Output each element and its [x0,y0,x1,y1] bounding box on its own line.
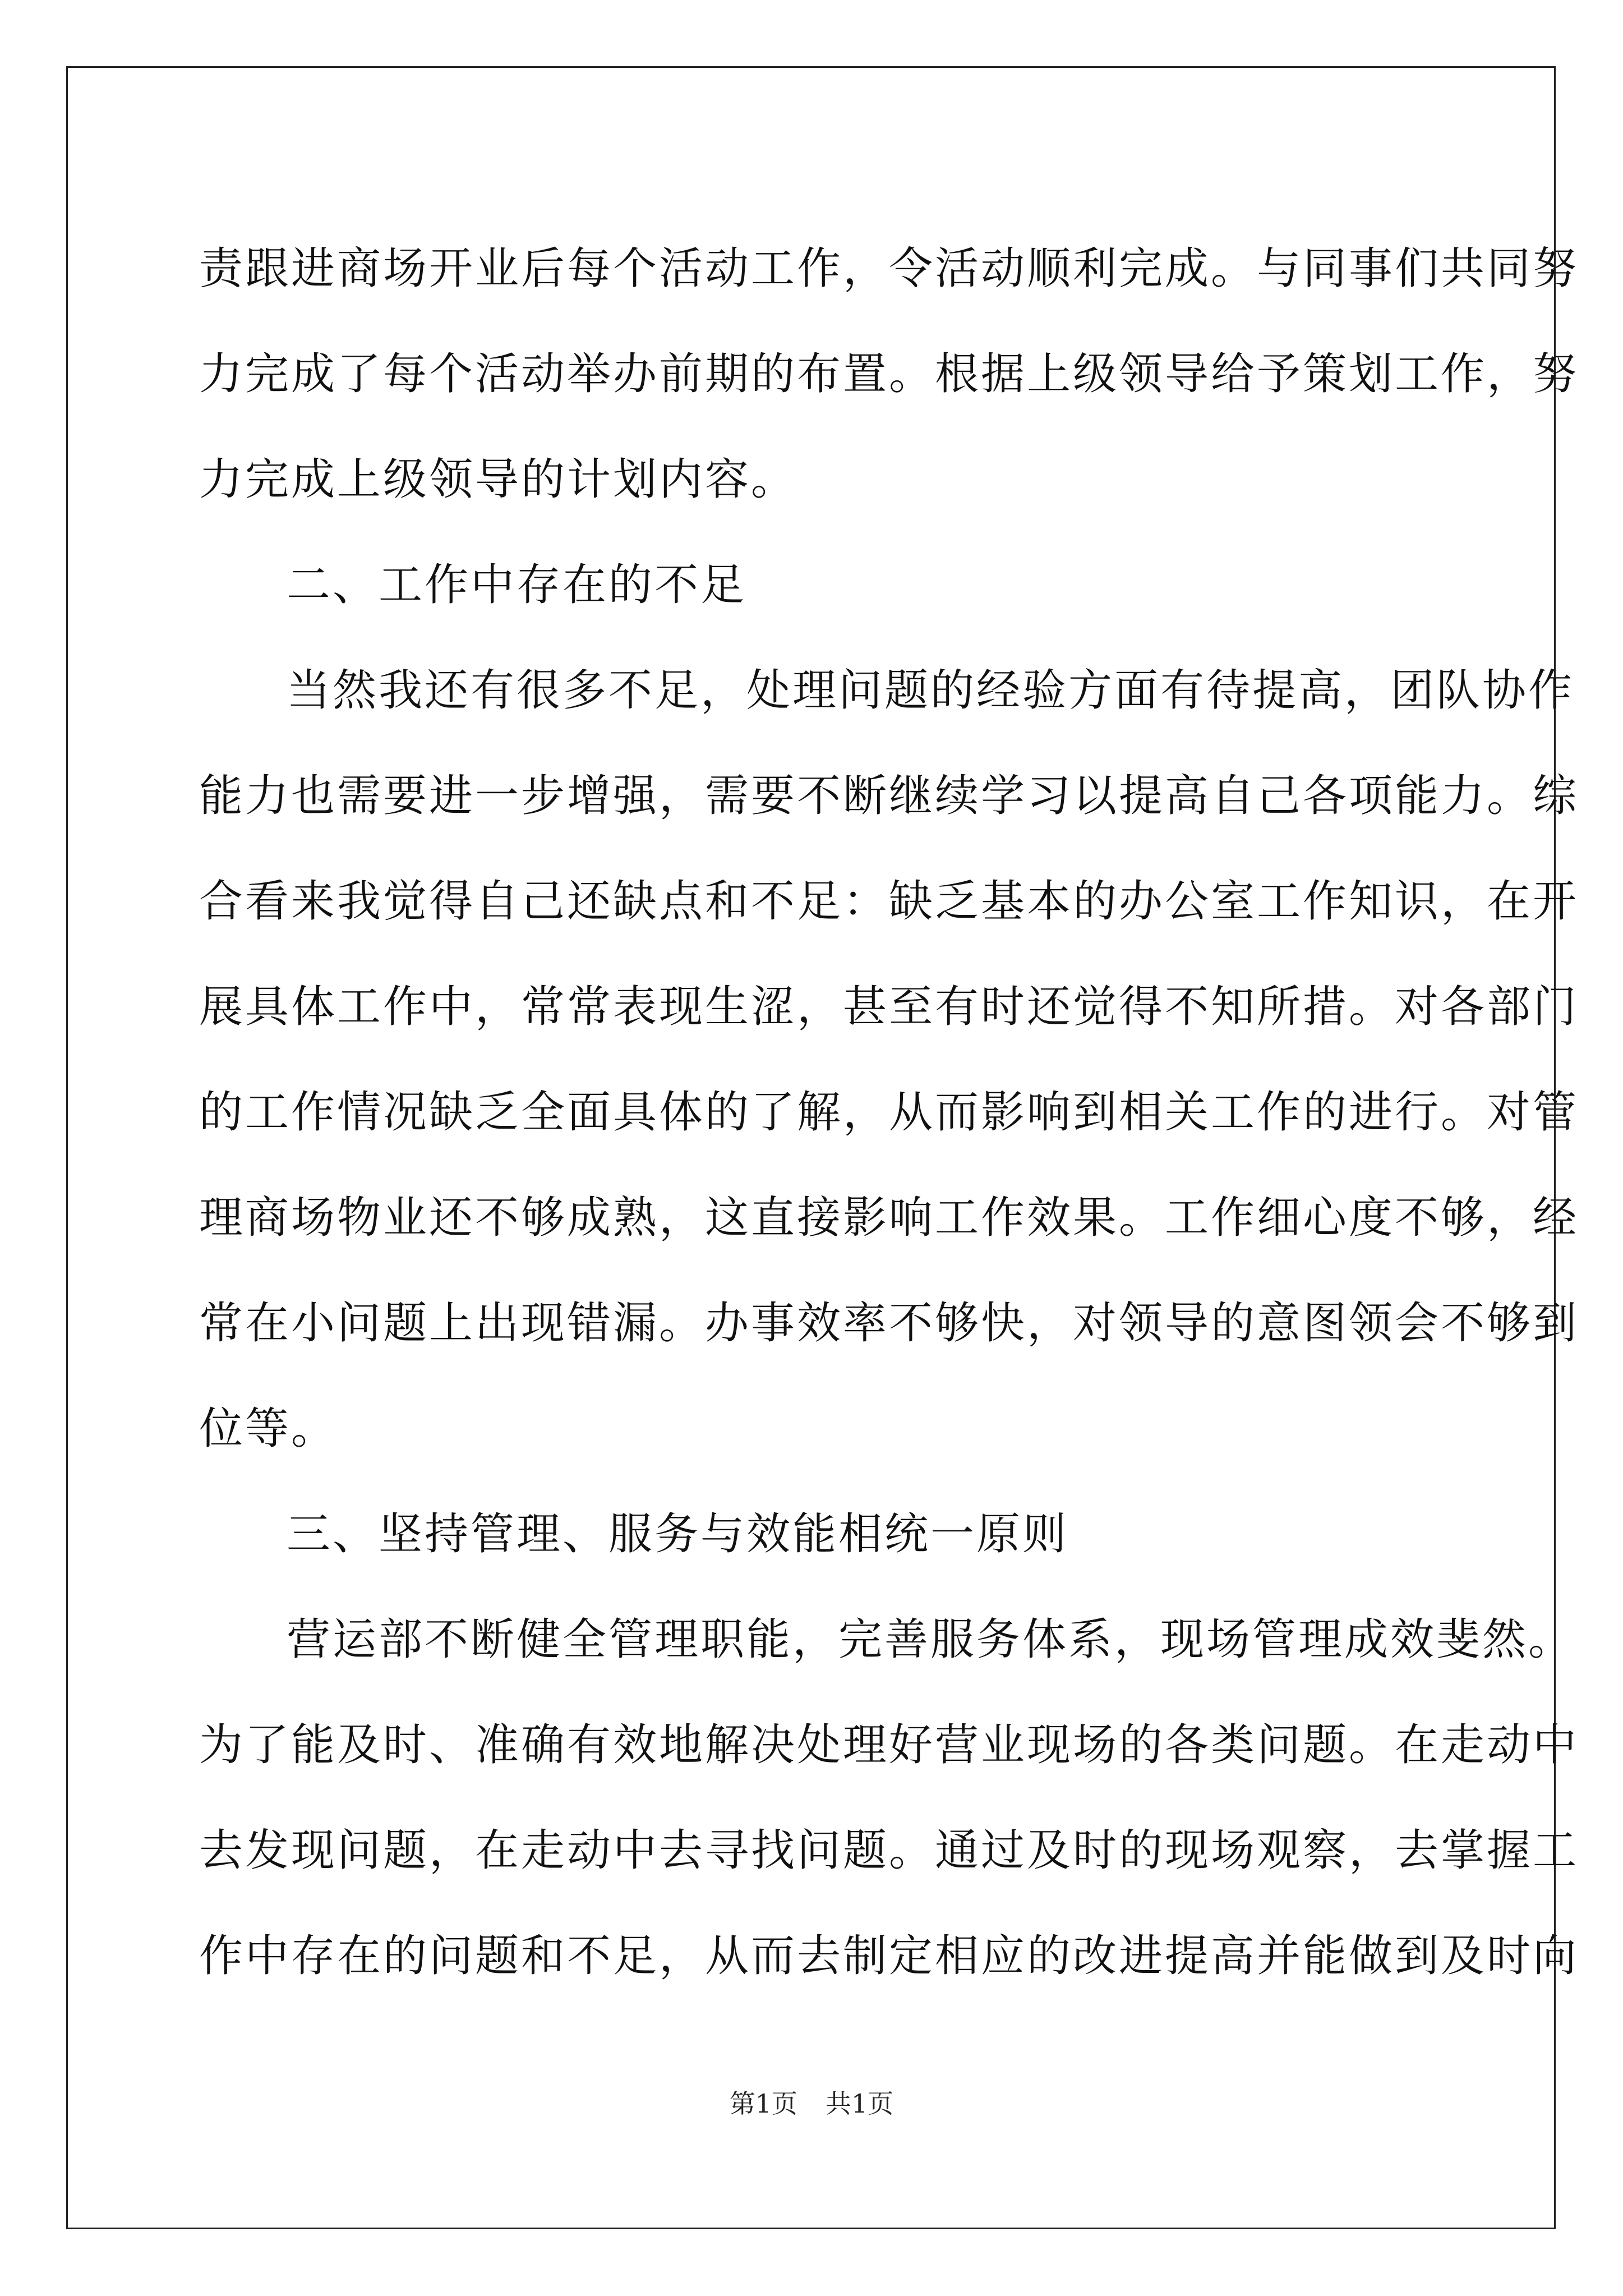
text-line: 力完成了每个活动举办前期的布置。根据上级领导给予策划工作，努 [199,349,1579,399]
page-total: 共1页 [826,2088,894,2119]
text-line: 能力也需要进一步增强，需要不断继续学习以提高自己各项能力。综 [199,771,1579,821]
text-line: 为了能及时、准确有效地解决处理好营业现场的各类问题。在走动中 [199,1720,1579,1770]
text-line: 常在小问题上出现错漏。办事效率不够快，对领导的意图领会不够到 [199,1298,1579,1349]
text-line: 合看来我觉得自己还缺点和不足：缺乏基本的办公室工作知识，在开 [199,876,1579,927]
text-line: 责跟进商场开业后每个活动工作，令活动顺利完成。与同事们共同努 [199,243,1579,294]
text-line: 的工作情况缺乏全面具体的了解，从而影响到相关工作的进行。对管 [199,1087,1579,1138]
text-line: 去发现问题，在走动中去寻找问题。通过及时的现场观察，去掌握工 [199,1825,1579,1876]
section-heading: 三、坚持管理、服务与效能相统一原则 [287,1509,1069,1559]
page-number: 第1页 [729,2088,797,2119]
text-line: 展具体工作中，常常表现生涩，甚至有时还觉得不知所措。对各部门 [199,982,1579,1032]
text-line: 理商场物业还不够成熟，这直接影响工作效果。工作细心度不够，经 [199,1193,1579,1243]
page-footer [0,2087,1623,2120]
text-line: 作中存在的问题和不足，从而去制定相应的改进提高并能做到及时向 [199,1931,1579,1981]
text-line: 力完成上级领导的计划内容。 [199,454,797,505]
text-line: 当然我还有很多不足，处理问题的经验方面有待提高，团队协作 [287,665,1575,716]
text-line: 位等。 [199,1404,338,1454]
section-heading: 二、工作中存在的不足 [287,560,747,610]
document-body [199,216,1579,2009]
text-line: 营运部不断健全管理职能，完善服务体系，现场管理成效斐然。 [287,1614,1575,1665]
